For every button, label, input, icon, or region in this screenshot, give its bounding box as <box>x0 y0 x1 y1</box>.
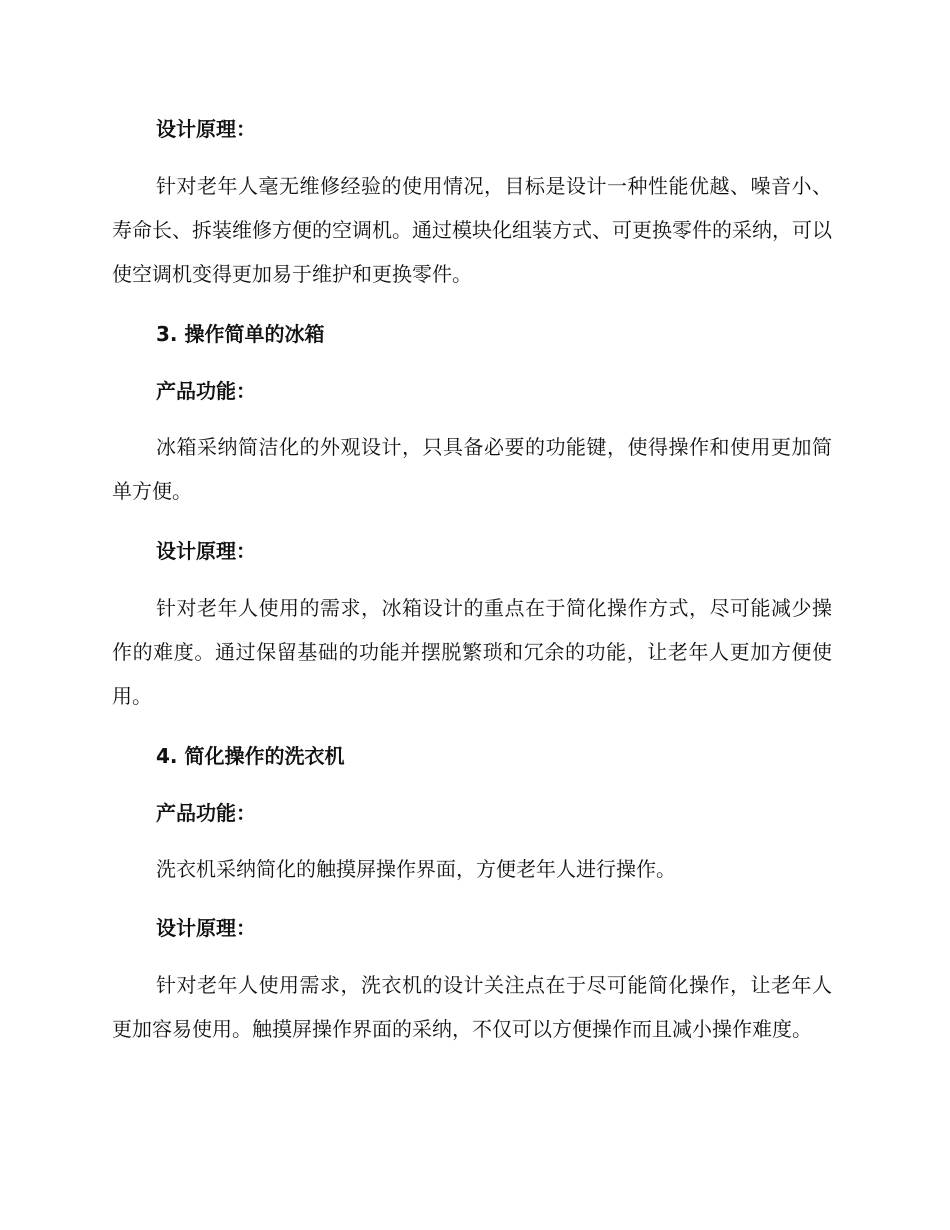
section-heading-product-function: 产品功能： <box>156 379 256 403</box>
section-heading-product-function: 产品功能： <box>156 801 256 825</box>
paragraph-fridge-function: 冰箱采纳简洁化的外观设计，只具备必要的功能键，使得操作和使用更加简单方便。 <box>112 435 832 503</box>
section-heading-washer: 4. 简化操作的洗衣机 <box>156 744 345 768</box>
section-heading-fridge: 3. 操作简单的冰箱 <box>156 322 325 346</box>
paragraph-washer-function: 洗衣机采纳简化的触摸屏操作界面，方便老年人进行操作。 <box>156 857 676 881</box>
paragraph-aircon-design: 针对老年人毫无维修经验的使用情况，目标是设计一种性能优越、噪音小、寿命长、拆装维修方便的空调机。通过模块化组装方式、可更换零件的采纳，可以使空调机变得更加易于维护和更换零件。 <box>112 174 832 286</box>
paragraph-washer-design: 针对老年人使用需求，洗衣机的设计关注点在于尽可能简化操作，让老年人更加容易使用。触摸屏操作界面的采纳，不仅可以方便操作而且减小操作难度。 <box>112 973 832 1041</box>
section-heading-design-principle: 设计原理： <box>156 539 256 563</box>
section-heading-design-principle: 设计原理： <box>156 117 256 141</box>
paragraph-fridge-design: 针对老年人使用的需求，冰箱设计的重点在于简化操作方式，尽可能减少操作的难度。通过保留基础的功能并摆脱繁琐和冗余的功能，让老年人更加方便使用。 <box>112 596 832 708</box>
section-heading-design-principle: 设计原理： <box>156 916 256 940</box>
